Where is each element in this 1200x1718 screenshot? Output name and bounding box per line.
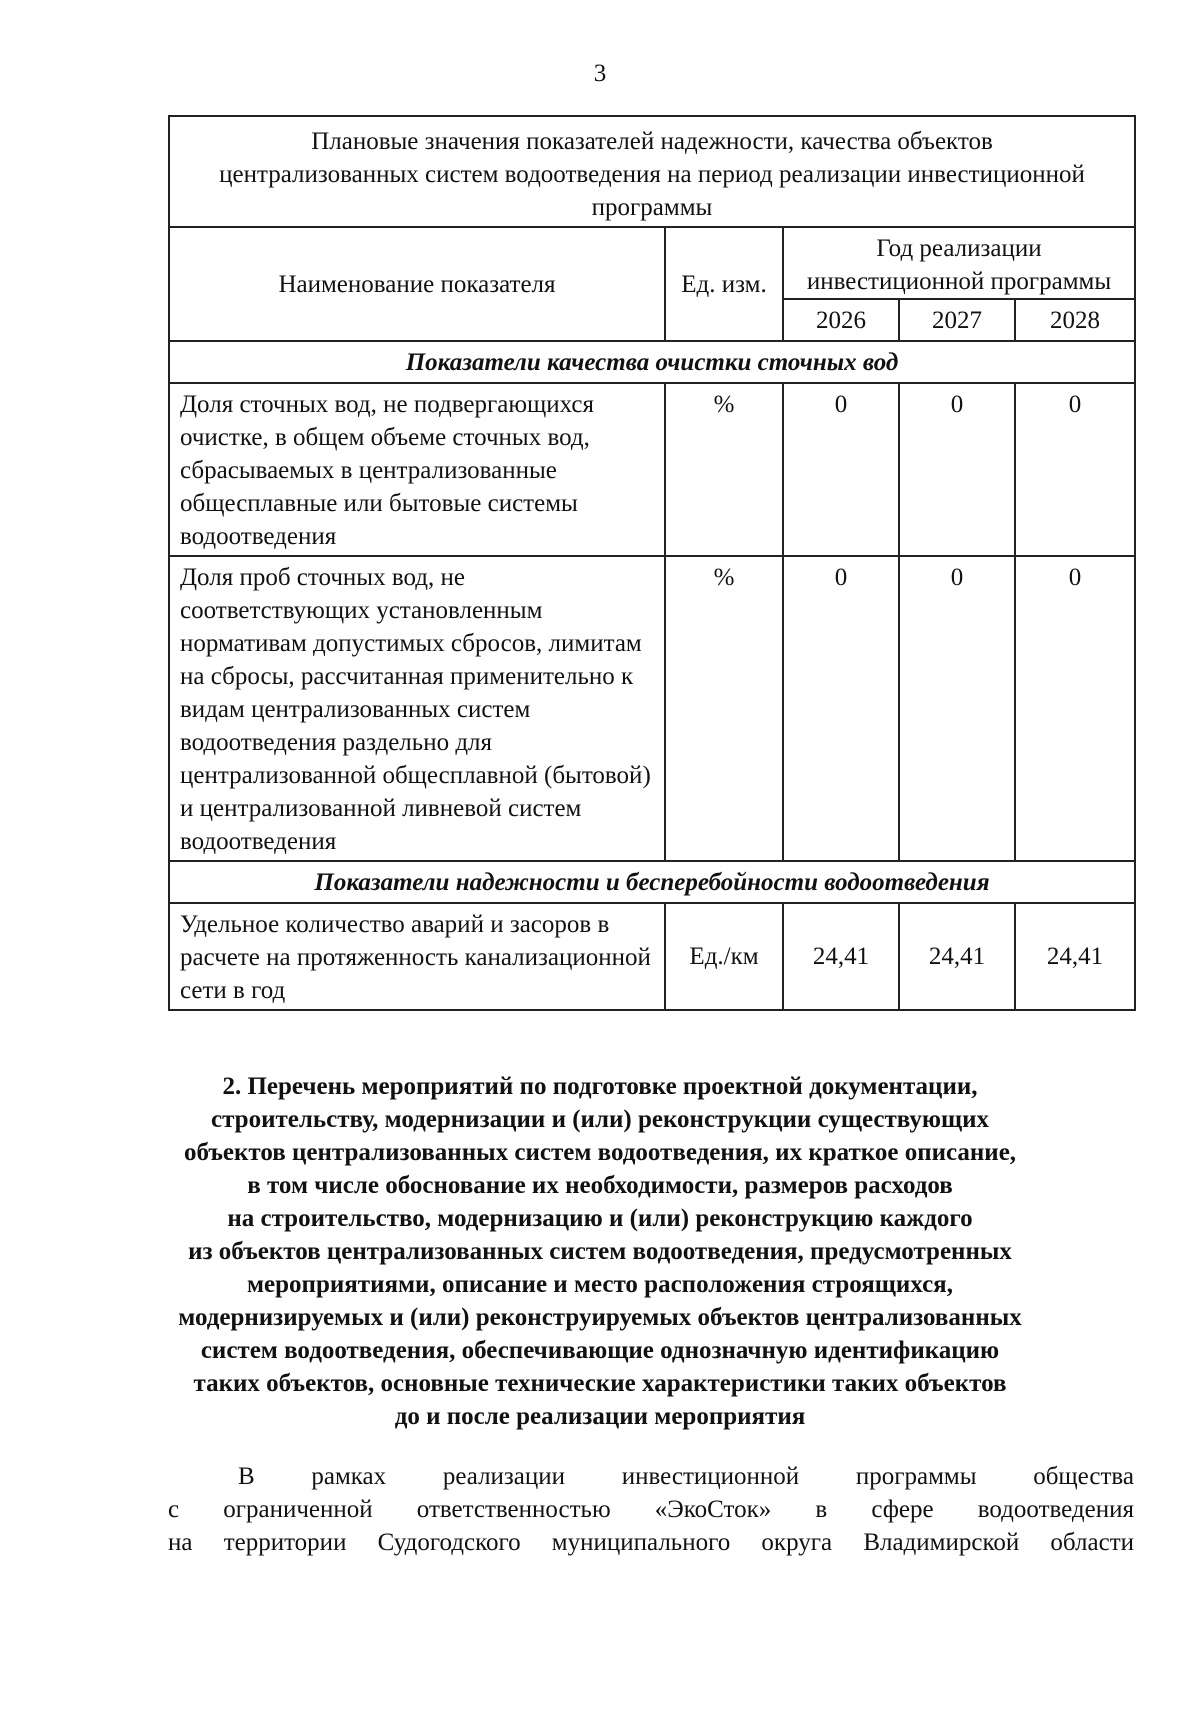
table-row [169,903,1135,1010]
heading-line: в том числе обоснование их необходимости, размеров расходов [247,1172,953,1199]
section-row [169,861,1135,903]
indicator-unit: % [665,556,783,861]
value-2026: 0 [783,383,899,556]
heading-line: на строительство, модернизацию и (или) реконструкцию каждого [227,1205,973,1232]
paragraph-line: с ограниченной ответственностью «ЭкоСток» в сфере водоотведения [168,1496,1134,1523]
header-implementation-year: Год реализации инвестиционной программы [783,227,1135,299]
indicator-name: Доля проб сточных вод, не соответствующих установленным нормативам допустимых сбросов, лимитам на сбросы, рассчитанная применительно к видам централизованных систем водоотведения раздельно для централизованной общесплавной (бытовой) и централизованной ливневой систем водоотведения [169,556,665,861]
header-year-2026: 2026 [783,299,899,341]
header-unit: Ед. изм. [665,227,783,341]
indicator-unit: % [665,383,783,556]
paragraph-line: на территории Судогодского муниципального округа Владимирской области [168,1529,1134,1556]
indicator-name: Доля сточных вод, не подвергающихся очистке, в общем объеме сточных вод, сбрасываемых в централизованные общесплавные или бытовые системы водоотведения [169,383,665,556]
section-heading [150,1070,1050,1433]
section-title-treatment-quality: Показатели качества очистки сточных вод [169,341,1135,383]
value-2027: 0 [899,556,1015,861]
value-2027: 0 [899,383,1015,556]
indicator-unit: Ед./км [665,903,783,1010]
value-2028: 24,41 [1015,903,1135,1010]
header-year-2028: 2028 [1015,299,1135,341]
paragraph-line: В рамках реализации инвестиционной программы общества [238,1463,1134,1490]
indicator-name: Удельное количество аварий и засоров в расчете на протяженность канализационной сети в год [169,903,665,1010]
body-paragraph [168,1460,1134,1559]
heading-line: модернизируемых и (или) реконструируемых объектов централизованных [178,1304,1022,1331]
value-2026: 24,41 [783,903,899,1010]
value-2028: 0 [1015,556,1135,861]
heading-line: из объектов централизованных систем водоотведения, предусмотренных [188,1238,1012,1265]
heading-line: объектов централизованных систем водоотведения, их краткое описание, [183,1139,1017,1166]
table-row [169,383,1135,556]
table-row [169,556,1135,861]
value-2028: 0 [1015,383,1135,556]
section-title-reliability: Показатели надежности и бесперебойности водоотведения [169,861,1135,903]
value-2027: 24,41 [899,903,1015,1010]
heading-line: таких объектов, основные технические характеристики таких объектов [193,1370,1007,1397]
header-indicator-name: Наименование показателя [169,227,665,341]
table-caption-row [169,116,1135,227]
heading-line: 2. Перечень мероприятий по подготовке проектной документации, [222,1073,978,1100]
heading-line: до и после реализации мероприятия [394,1403,806,1430]
heading-line: строительству, модернизации и (или) реконструкции существующих [211,1106,989,1133]
value-2026: 0 [783,556,899,861]
header-year-2027: 2027 [899,299,1015,341]
heading-line: мероприятиями, описание и место расположения строящихся, [247,1271,953,1298]
indicators-table [168,115,1136,1011]
heading-line: систем водоотведения, обеспечивающие однозначную идентификацию [200,1337,1000,1364]
section-row [169,341,1135,383]
table-caption: Плановые значения показателей надежности, качества объектов централизованных систем водоотведения на период реализации инвестиционной программы [169,116,1135,227]
table-header-row [169,227,1135,299]
page-number: 3 [593,60,607,87]
